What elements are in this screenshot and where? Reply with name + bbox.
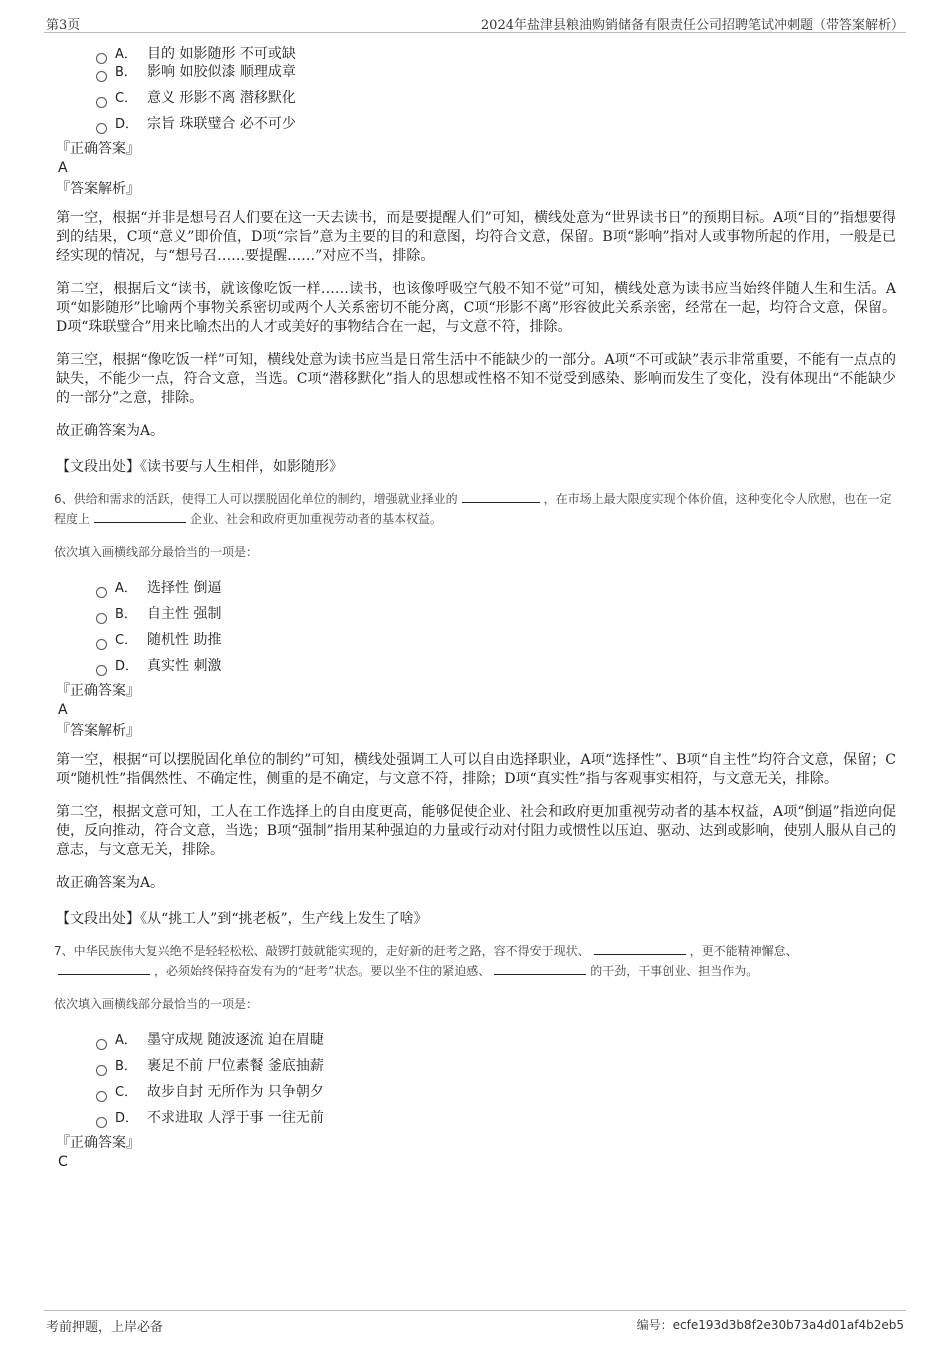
q6-source: 【文段出处】《从“挑工人”到“挑老板”，生产线上发生了啥》	[56, 911, 428, 927]
q5-option-a[interactable]: A． 目的 如影随形 不可或缺	[96, 42, 896, 59]
q5-answer: A	[58, 160, 68, 176]
radio-icon[interactable]	[96, 587, 107, 598]
q6-option-b[interactable]: B． 自主性 强制	[96, 601, 896, 627]
q5-conclusion: 故正确答案为A。	[56, 423, 165, 439]
radio-icon[interactable]	[96, 613, 107, 624]
q6-blank-2	[94, 510, 186, 523]
q5-analysis-paragraph-3: 第三空，根据“像吃饭一样”可知，横线处意为读书应当是日常生活中不能缺少的一部分。A项“不可或缺”表示非常重要，不能有一点点的缺失，不能少一点，符合文意，当选。C项“潜移默化”指人的思想或性格不知不觉受到感染、影响而发生了变化，没有体现出“不能缺少的一部分”之意，排除。	[56, 352, 896, 406]
q6-blank-1	[462, 490, 540, 503]
q7-correct-answer-label: 『正确答案』	[56, 1135, 140, 1151]
q6-correct-answer-label: 『正确答案』	[56, 683, 140, 699]
q7-stem: 7、中华民族伟大复兴绝不是轻轻松松、敲锣打鼓就能实现的，走好新的赶考之路，容不得安于现状、 ，更不能精神懈怠、，必须始终保持奋发有为的“赶考”状态。要以坐不住的紧迫感、 的干劲，干事创业、担当作为。	[54, 944, 798, 978]
q7-option-b[interactable]: B． 裹足不前 尸位素餐 釜底抽薪	[96, 1053, 896, 1079]
q6-prompt: 依次填入画横线部分最恰当的一项是：	[54, 545, 259, 559]
radio-icon[interactable]	[96, 639, 107, 650]
radio-icon[interactable]	[96, 97, 107, 108]
page-content	[56, 42, 896, 1173]
q7-blank-1	[594, 942, 686, 955]
radio-icon[interactable]	[96, 1039, 107, 1050]
q6-stem: 6、供给和需求的活跃，使得工人可以摆脱固化单位的制约，增强就业择业的 ，在市场上最大限度实现个体价值，这种变化令人欣慰，也在一定程度上 企业、社会和政府更加重视劳动者的基本权益。	[54, 492, 892, 526]
footer-slogan: 考前押题，上岸必备	[46, 1320, 164, 1335]
radio-icon[interactable]	[96, 71, 107, 82]
q5-option-c[interactable]: C． 意义 形影不离 潜移默化	[96, 85, 896, 111]
page-number: 第3页	[46, 18, 81, 33]
radio-icon[interactable]	[96, 123, 107, 134]
q7-option-d[interactable]: D． 不求进取 人浮于事 一往无前	[96, 1105, 896, 1131]
q7-prompt: 依次填入画横线部分最恰当的一项是：	[54, 997, 259, 1011]
page-footer	[44, 1310, 906, 1335]
q5-source: 【文段出处】《读书要与人生相伴，如影随形》	[56, 459, 343, 475]
q6-option-c[interactable]: C． 随机性 助推	[96, 627, 896, 653]
q6-analysis-paragraph-1: 第一空，根据“可以摆脱固化单位的制约”可知，横线处强调工人可以自由选择职业，A项“选择性”、B项“自主性”均符合文意，保留；C项“随机性”指偶然性、不确定性，侧重的是不确定，与文意不符，排除；D项“真实性”指与客观事实相符，与文意无关，排除。	[56, 752, 896, 787]
radio-icon[interactable]	[96, 1117, 107, 1128]
radio-icon[interactable]	[96, 665, 107, 676]
q7-answer: C	[58, 1154, 68, 1170]
q6-option-a[interactable]: A． 选择性 倒逼	[96, 575, 896, 601]
document-code: 编号：ecfe193d3b8f2e30b73a4d01af4b2eb5	[636, 1318, 904, 1332]
q7-blank-2	[58, 962, 150, 975]
q6-option-d[interactable]: D． 真实性 刺激	[96, 653, 896, 679]
q5-analysis-paragraph-1: 第一空，根据“并非是想号召人们要在这一天去读书，而是要提醒人们”可知，横线处意为“世界读书日”的预期目标。A项“目的”指想要得到的结果，C项“意义”即价值，D项“宗旨”意为主要的目的和意图，均符合文意，保留。B项“影响”指对人或事物所起的作用，一般是已经实现的情况，与“想号召……要提醒……”对应不当，排除。	[56, 210, 896, 264]
q6-answer: A	[58, 702, 68, 718]
q5-option-b[interactable]: B． 影响 如胶似漆 顺理成章	[96, 59, 896, 85]
q5-correct-answer-label: 『正确答案』	[56, 141, 140, 157]
radio-icon[interactable]	[96, 1065, 107, 1076]
q7-options	[96, 1027, 896, 1131]
q7-blank-3	[494, 962, 586, 975]
q6-conclusion: 故正确答案为A。	[56, 875, 165, 891]
q6-options	[96, 575, 896, 679]
q6-analysis-label: 『答案解析』	[56, 723, 140, 739]
q7-option-a[interactable]: A． 墨守成规 随波逐流 迫在眉睫	[96, 1027, 896, 1053]
q7-option-c[interactable]: C． 故步自封 无所作为 只争朝夕	[96, 1079, 896, 1105]
q5-option-d[interactable]: D． 宗旨 珠联璧合 必不可少	[96, 111, 896, 137]
q6-analysis-paragraph-2: 第二空，根据文意可知，工人在工作选择上的自由度更高，能够促使企业、社会和政府更加重视劳动者的基本权益，A项“倒逼”指逆向促使，反向推动，符合文意，当选；B项“强制”指用某种强迫的力量或行动对付阻力或惯性以压迫、驱动、达到或影响，使别人服从自己的意志，与文意无关，排除。	[56, 804, 896, 858]
radio-icon[interactable]	[96, 1091, 107, 1102]
q5-analysis-paragraph-2: 第二空，根据后文“读书，就该像吃饭一样……读书，也该像呼吸空气般不知不觉”可知，横线处意为读书应当始终伴随人生和生活。A项“如影随形”比喻两个事物关系密切或两个人关系密切不能分离，C项“形影不离”形容彼此关系亲密，经常在一起，均符合文意，保留。D项“珠联璧合”用来比喻杰出的人才或美好的事物结合在一起，与文意不符，排除。	[56, 281, 896, 335]
document-title: 2024年盐津县粮油购销储备有限责任公司招聘笔试冲刺题（带答案解析）	[480, 18, 904, 33]
q5-options	[96, 42, 896, 137]
q5-analysis-label: 『答案解析』	[56, 181, 140, 197]
page-header	[44, 12, 906, 33]
